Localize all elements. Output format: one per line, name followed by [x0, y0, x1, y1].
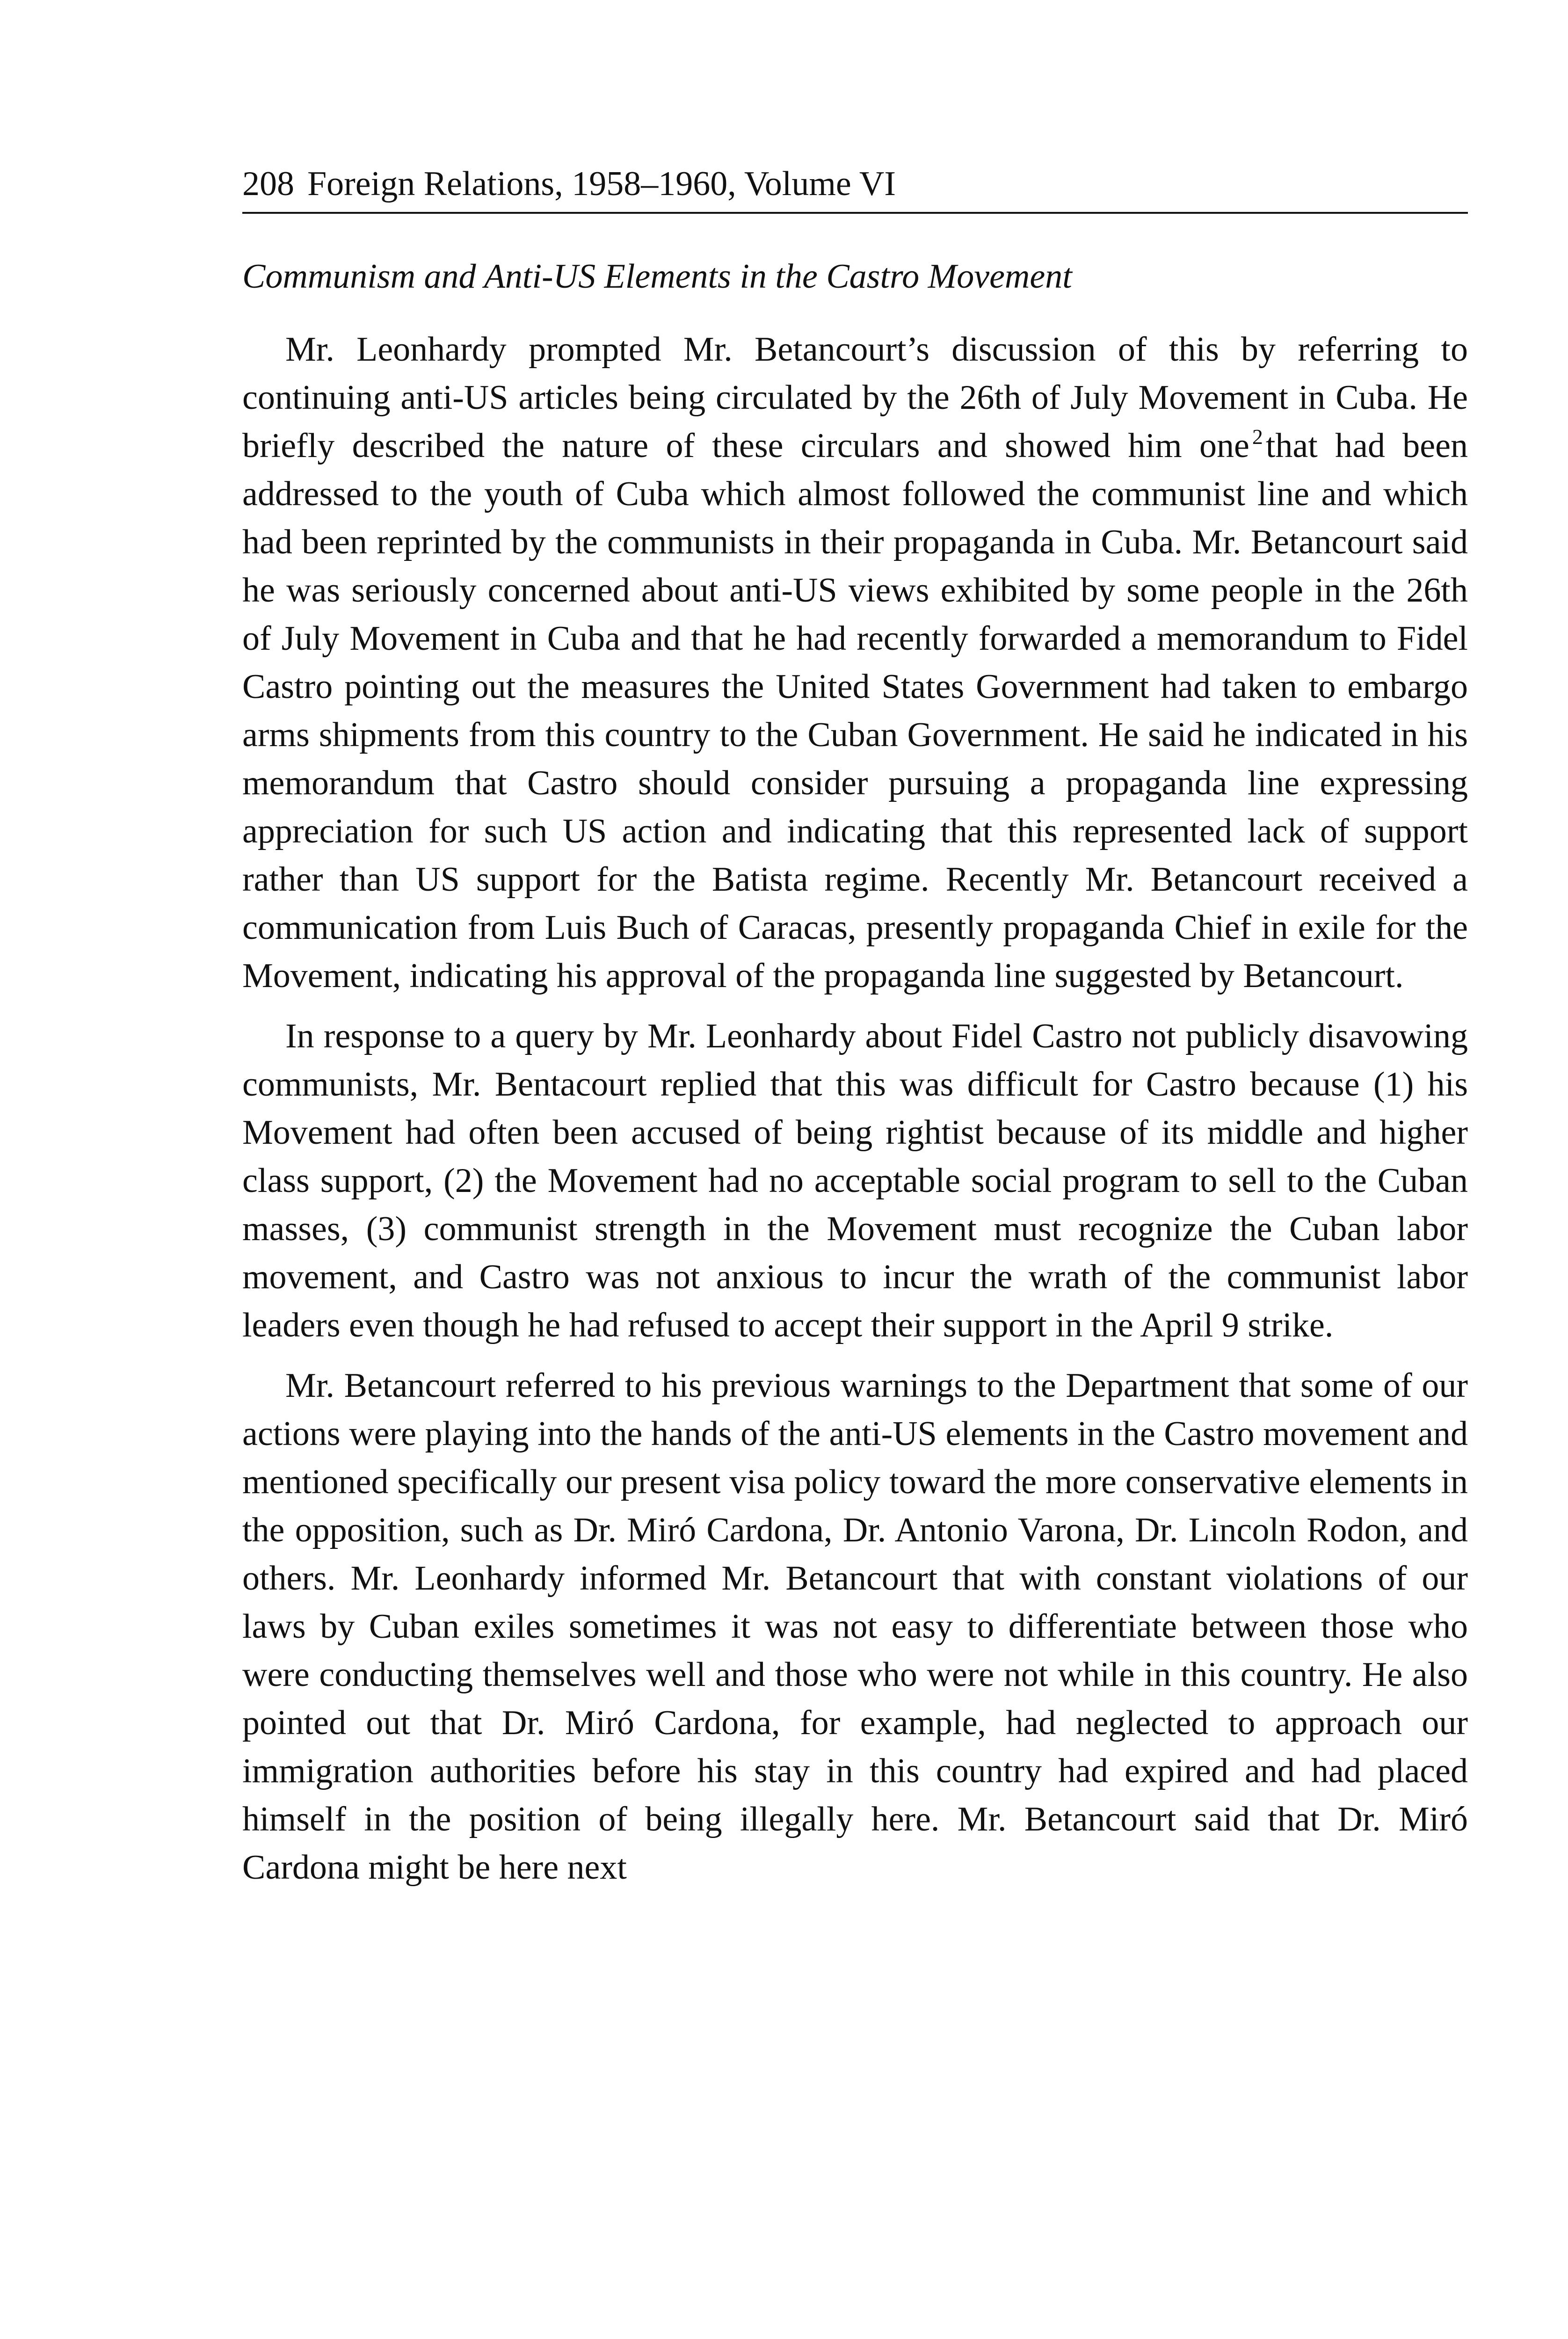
page-number: 208	[242, 165, 294, 203]
paragraph-2: In response to a query by Mr. Leonhardy about Fidel Castro not publicly disavowing communists, Mr. Bentacourt replied that this was difficult for Castro because (1) his Movement had often been accused of being rightist because of its middle and higher class support, (2) the Movement had no acceptable social program to sell to the Cuban masses, (3) communist strength in the Movement must recognize the Cuban labor movement, and Castro was not anxious to incur the wrath of the communist labor leaders even though he had refused to accept their support in the April 9 strike.	[242, 1017, 1468, 1344]
paragraph-1-text-before-ref: Mr. Leonhardy prompted Mr. Betancourt’s discussion of this by referring to continuing anti-US articles being circulated by the 26th of July Movement in Cuba. He briefly described the nature of these circulars and showed him one	[242, 330, 1468, 465]
paragraph-1	[242, 326, 1468, 1000]
volume-title: Foreign Relations, 1958–1960, Volume VI	[307, 165, 896, 203]
paragraph-3: Mr. Betancourt referred to his previous warnings to the Department that some of our actions were playing into the hands of the anti-US elements in the Castro movement and mentioned specifically our present visa policy toward the more conservative elements in the opposition, such as Dr. Miró Cardona, Dr. Antonio Varona, Dr. Lincoln Rodon, and others. Mr. Leonhardy informed Mr. Betancourt that with constant violations of our laws by Cuban exiles sometimes it was not easy to differentiate between those who were conducting themselves well and those who were not while in this country. He also pointed out that Dr. Miró Cardona, for example, had neglected to approach our immigration authorities before his stay in this country had expired and had placed himself in the position of being illegally here. Mr. Betancourt said that Dr. Miró Cardona might be here next	[242, 1366, 1468, 1887]
section-heading: Communism and Anti-US Elements in the Castro Movement	[242, 257, 1072, 296]
paragraph-1-text-after-ref: that had been addressed to the youth of Cuba which almost followed the communist line and which had been reprinted by the communists in their propaganda in Cuba. Mr. Betancourt said he was seriously concerned about anti-US views exhibited by some people in the 26th of July Movement in Cuba and that he had recently forwarded a memorandum to Fidel Castro pointing out the measures the United States Government had taken to embargo arms shipments from this country to the Cuban Government. He said he indicated in his memorandum that Castro should consider pursuing a propaganda line expressing appreciation for such US action and indicating that this represented lack of support rather than US support for the Batista regime. Recently Mr. Betancourt received a communication from Luis Buch of Caracas, presently propaganda Chief in exile for the Movement, indicating his approval of the propaganda line suggested by Betancourt.	[242, 427, 1468, 995]
body-text	[242, 253, 1468, 1904]
footnote-reference: 2	[1252, 425, 1263, 449]
running-head	[242, 161, 1468, 214]
